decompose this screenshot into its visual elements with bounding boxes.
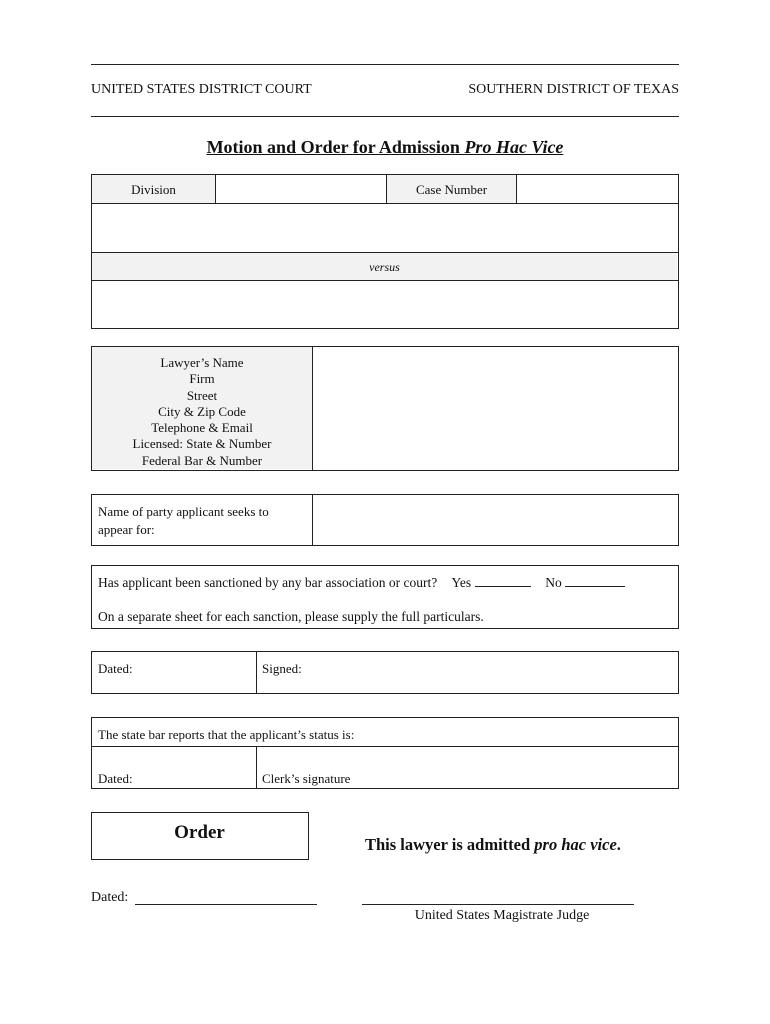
order-box xyxy=(91,812,309,860)
lawyer-label: Lawyer’s Name xyxy=(160,355,244,370)
court-name: UNITED STATES DISTRICT COURT xyxy=(91,82,312,97)
status-text: The state bar reports that the applicant’s status is: xyxy=(98,727,355,742)
header-rule xyxy=(91,116,679,117)
lawyer-label: Street xyxy=(186,387,218,403)
admission-italic: pro hac vice xyxy=(534,835,617,854)
sanction-question-row xyxy=(98,575,625,591)
plaintiff-field[interactable] xyxy=(98,209,670,249)
lawyer-info-field[interactable] xyxy=(318,351,672,465)
admission-period: . xyxy=(616,835,621,854)
defendant-field[interactable] xyxy=(98,285,670,323)
divider xyxy=(92,203,678,204)
versus-label: versus xyxy=(369,260,400,274)
top-rule xyxy=(91,64,679,65)
divider xyxy=(256,746,257,788)
lawyer-box xyxy=(91,346,679,471)
status-box xyxy=(91,717,679,789)
order-dated-label: Dated: xyxy=(91,890,129,905)
judge-title: United States Magistrate Judge xyxy=(414,908,590,923)
yes-label: Yes xyxy=(451,575,472,590)
signature-box xyxy=(91,651,679,694)
no-blank[interactable] xyxy=(565,575,625,587)
lawyer-label: Licensed: State & Number xyxy=(132,436,272,452)
lawyer-label: Federal Bar & Number xyxy=(141,452,263,468)
divider xyxy=(516,175,517,203)
lawyer-label: City & Zip Code xyxy=(158,403,246,419)
party-label-line2: appear for: xyxy=(98,522,155,537)
divider xyxy=(312,347,313,470)
title-main: Motion and Order for Admission xyxy=(206,137,465,157)
sanction-box xyxy=(91,565,679,629)
order-heading: Order xyxy=(174,822,225,843)
dated-label: Dated: xyxy=(98,661,133,676)
party-field[interactable] xyxy=(318,501,672,537)
division-field[interactable] xyxy=(220,179,382,199)
admission-statement xyxy=(365,835,621,855)
page-title xyxy=(0,137,770,158)
yes-blank[interactable] xyxy=(475,575,531,587)
sanction-question: Has applicant been sanctioned by any bar association or court? xyxy=(98,575,438,590)
divider xyxy=(92,280,678,281)
party-label-line1: Name of party applicant seeks to xyxy=(98,504,269,519)
judge-signature-line[interactable] xyxy=(362,904,634,905)
party-box xyxy=(91,494,679,546)
title-italic: Pro Hac Vice xyxy=(464,137,564,157)
party-label xyxy=(98,503,308,539)
divider xyxy=(92,746,678,747)
status-dated-label: Dated: xyxy=(98,771,133,786)
signed-label: Signed: xyxy=(262,661,302,676)
order-date-line[interactable] xyxy=(135,904,317,905)
no-label: No xyxy=(545,575,562,590)
lawyer-label: Telephone & Email xyxy=(151,420,253,436)
case-box xyxy=(91,174,679,329)
admission-text: This lawyer is admitted xyxy=(365,835,535,854)
divider xyxy=(256,652,257,693)
divider xyxy=(215,175,216,203)
district-name: SOUTHERN DISTRICT OF TEXAS xyxy=(468,82,679,97)
sanction-instruction: On a separate sheet for each sanction, please supply the full particulars. xyxy=(98,609,484,624)
divider xyxy=(312,495,313,545)
division-label: Division xyxy=(131,182,176,197)
case-number-field[interactable] xyxy=(521,179,671,199)
case-number-label: Case Number xyxy=(415,182,488,197)
lawyer-label: Firm xyxy=(189,371,215,387)
lawyer-labels xyxy=(92,355,312,469)
clerk-signature-label: Clerk’s signature xyxy=(262,771,351,786)
